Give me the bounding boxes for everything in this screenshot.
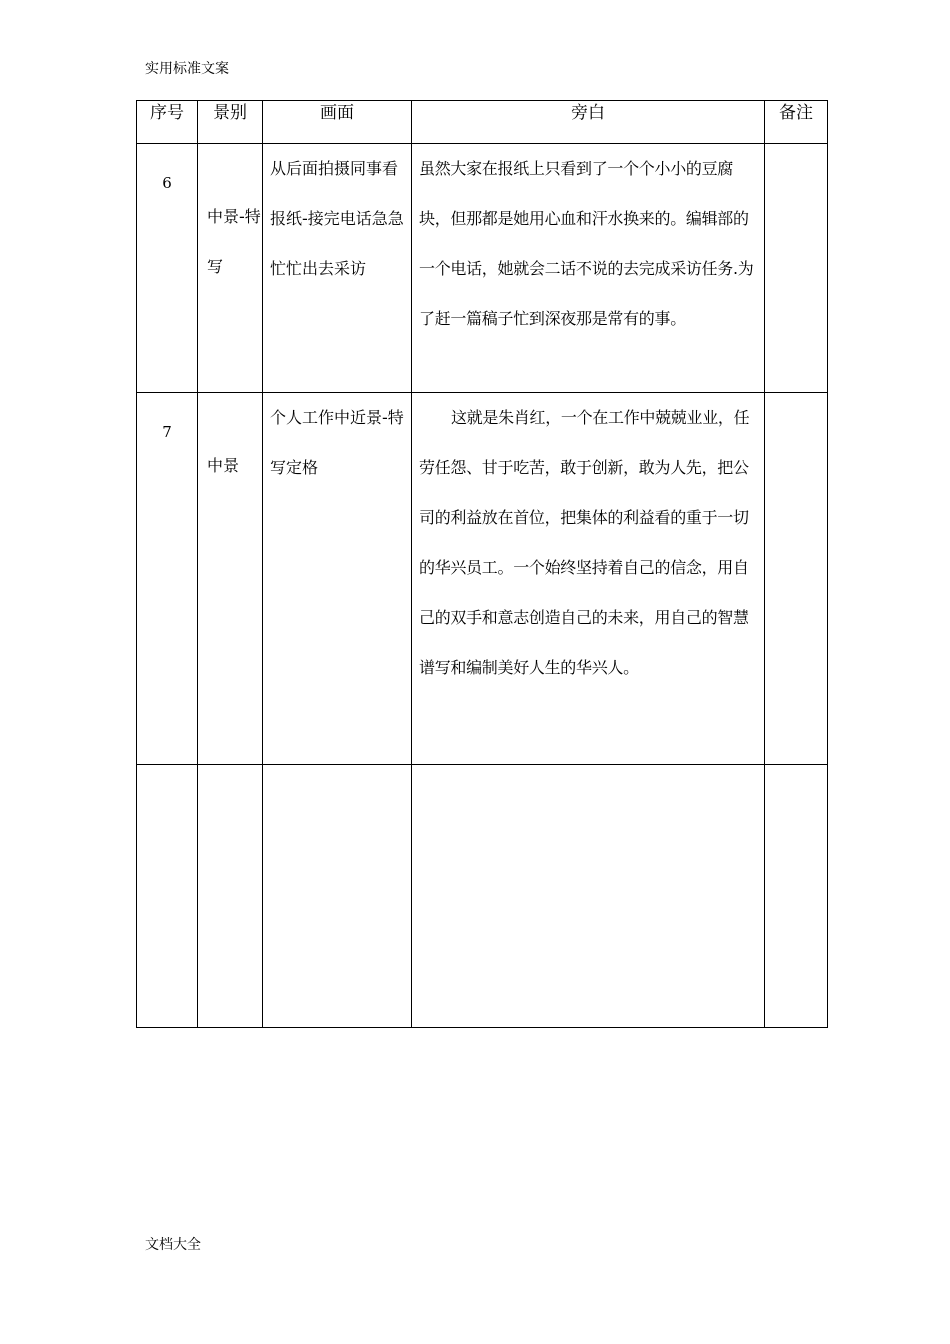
row-num [137, 765, 198, 1028]
row-narration: 这就是朱肖红，一个在工作中兢兢业业，任劳任怨、甘于吃苦，敢于创新，敢为人先，把公司的利益放在首位，把集体的利益看的重于一切的华兴员工。一个始终坚持着自己的信念，用自己的双手和意志创造自己的未来，用自己的智慧谱写和编制美好人生的华兴人。 [412, 393, 765, 765]
row-picture: 个人工作中近景-特写定格 [263, 393, 412, 765]
row-num: 6 [137, 144, 198, 393]
row-scene [198, 765, 263, 1028]
script-table [136, 100, 828, 1028]
row-remarks [765, 393, 828, 765]
row-remarks [765, 765, 828, 1028]
table-row [137, 393, 828, 765]
row-narration: 虽然大家在报纸上只看到了一个个小小的豆腐块，但那都是她用心血和汗水换来的。编辑部的一个电话，她就会二话不说的去完成采访任务.为了赶一篇稿子忙到深夜那是常有的事。 [412, 144, 765, 393]
header-picture: 画面 [263, 101, 412, 144]
row-narration [412, 765, 765, 1028]
header-remarks: 备注 [765, 101, 828, 144]
header-scene: 景别 [198, 101, 263, 144]
row-picture: 从后面拍摄同事看报纸-接完电话急急忙忙出去采访 [263, 144, 412, 393]
table-header-row [137, 101, 828, 144]
table-row [137, 765, 828, 1028]
row-scene: 中景 [198, 393, 263, 765]
header-narration: 旁白 [412, 101, 765, 144]
header-num: 序号 [137, 101, 198, 144]
table-row [137, 144, 828, 393]
page-footer: 文档大全 [145, 1237, 201, 1253]
row-remarks [765, 144, 828, 393]
row-picture [263, 765, 412, 1028]
row-num: 7 [137, 393, 198, 765]
row-scene: 中景-特写 [198, 144, 263, 393]
page-header: 实用标准文案 [145, 61, 229, 77]
